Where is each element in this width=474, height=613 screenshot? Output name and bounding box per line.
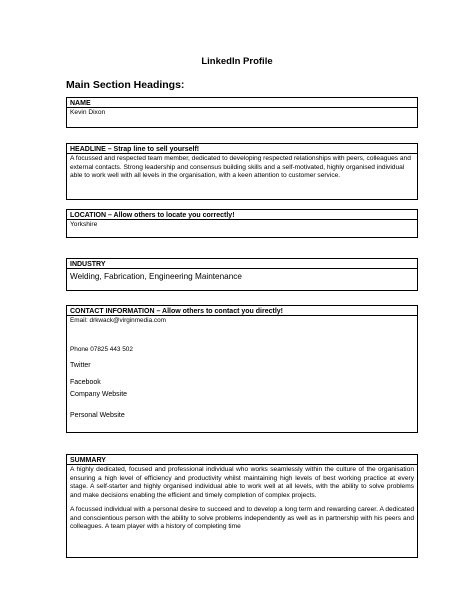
name-box <box>66 97 418 128</box>
name-heading: NAME <box>67 98 417 108</box>
location-value: Yorkshire <box>70 221 98 228</box>
document-title: LinkedIn Profile <box>201 56 273 67</box>
summary-heading: SUMMARY <box>67 455 417 465</box>
location-heading: LOCATION – Allow others to locate you correctly! <box>67 210 417 220</box>
contact-personal-website: Personal Website <box>70 412 125 419</box>
industry-value: Welding, Fabrication, Engineering Maintenance <box>70 272 242 281</box>
summary-box <box>66 454 418 558</box>
name-value: Kevin Dixon <box>70 109 106 116</box>
contact-email: Email: drkwack@virginmedia.com <box>70 317 166 324</box>
industry-heading: INDUSTRY <box>67 259 417 269</box>
contact-twitter: Twitter <box>70 362 91 369</box>
industry-box <box>66 258 418 291</box>
location-box <box>66 209 418 238</box>
headline-value: A focussed and respected team member, dedicated to developing respected relationships with peers, colleagues and external contacts. Strong leadership and consensus building skills and a self-motivated, highly organised individual able to work well with all levels in the organisation, with a keen attention to customer service. <box>70 155 411 180</box>
contact-box <box>66 305 418 433</box>
headline-heading: HEADLINE – Strap line to sell yourself! <box>67 144 417 154</box>
contact-heading: CONTACT INFORMATION – Allow others to contact you directly! <box>67 306 417 316</box>
summary-paragraph-2: A focussed individual with a personal desire to succeed and to develop a long term and rewarding career. A dedicated and conscientious person with the ability to solve problems independently as well as in partnership with his peers and colleagues. A team player with a history of completing time <box>70 505 414 531</box>
headline-box <box>66 143 418 200</box>
contact-phone: Phone 07825 443 502 <box>70 346 133 353</box>
section-heading: Main Section Headings: <box>66 79 185 91</box>
contact-facebook: Facebook <box>70 379 101 386</box>
contact-company-website: Company Website <box>70 391 128 398</box>
summary-paragraph-1: A highly dedicated, focused and professional individual who works seamlessly within the culture of the organisation ensuring a high level of efficiency and productivity whilst maintaining high levels of best working practice at every stage. A self-starter and highly organised individual able to work well at all levels, with the ability to solve problems and make decisions enabling the efficient and timely completion of complex projects. <box>70 466 414 500</box>
